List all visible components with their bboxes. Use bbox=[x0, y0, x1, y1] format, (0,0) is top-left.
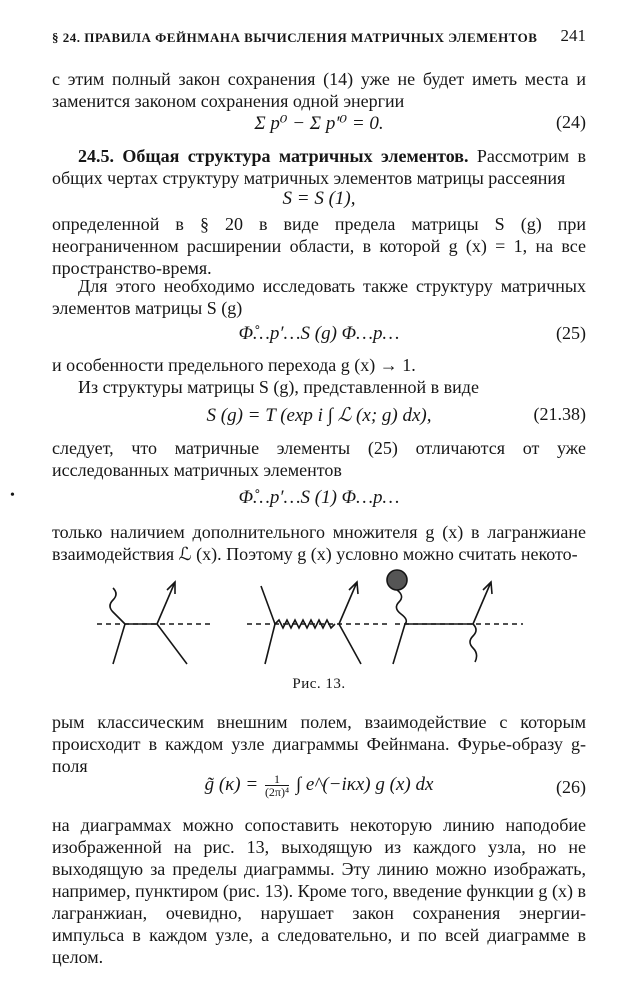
fraction-denominator: (2π)⁴ bbox=[264, 785, 290, 799]
equation-24-expression: Σ p⁰ − Σ p′⁰ = 0. bbox=[254, 113, 384, 134]
header-title: § 24. ПРАВИЛА ФЕЙНМАНА ВЫЧИСЛЕНИЯ МАТРИЧНЫХ ЭЛЕМЕНТОВ bbox=[52, 30, 538, 45]
diagram-2-leg-upright bbox=[339, 582, 357, 624]
equation-26 bbox=[52, 773, 586, 807]
equation-21-38 bbox=[52, 404, 586, 430]
paragraph-4: и особенности предельного перехода g (x) → 1. bbox=[52, 355, 416, 375]
section-text: Рассмотрим в общих чертах структуру матричных элементов матрицы рассеяния bbox=[52, 146, 586, 188]
paragraph-3: Для этого необходимо исследовать также структуру матричных элементов матрицы S (g) bbox=[52, 276, 586, 318]
diagram-2 bbox=[247, 582, 387, 664]
diagram-1-leg-left bbox=[113, 624, 125, 664]
equation-21-38-number: (21.38) bbox=[533, 404, 586, 424]
fraction-numerator: 1 bbox=[265, 773, 289, 786]
diagram-3-wavy-line bbox=[396, 590, 406, 624]
running-header bbox=[52, 26, 586, 50]
paragraph-1: с этим полный закон сохранения (14) уже не будет иметь места и заменится законом сохранения одной энергии bbox=[52, 69, 586, 111]
equation-26-fraction bbox=[265, 773, 289, 798]
external-field-blob bbox=[387, 570, 407, 590]
paragraph-7: только наличием дополнительного множителя g (x) в лагранжиане взаимодействия ℒ (x). Поэтому g (x) условно можно считать некото- bbox=[52, 522, 586, 564]
diagram-2-arrow bbox=[349, 582, 358, 594]
page-number: 241 bbox=[560, 26, 586, 45]
diagram-3-arrow bbox=[483, 582, 492, 594]
diagram-3 bbox=[387, 570, 523, 664]
paragraph-2: определенной в § 20 в виде предела матрицы S (g) при неограниченном расширении области, в которой g (x) = 1, на все пространство-время. bbox=[52, 214, 586, 278]
paragraph-5: Из структуры матрицы S (g), представленной в виде bbox=[78, 377, 479, 397]
equation-21-38-expression: S (g) = T (exp i ∫ ℒ (x; g) dx), bbox=[206, 405, 432, 426]
diagram-3-lower-wavy-line bbox=[470, 624, 477, 662]
paragraph-9: на диаграммах можно сопоставить некоторую линию наподобие изображенной на рис. 13, выходящую из каждого узла, но не выходящую за пределы диаграммы. Эту линию можно изображать, например, пунктиром (рис. 13). Кроме того, введение функции g (x) в лагранжиан, очевидно, нарушает закон сохранения энергии-импульса в каждом узле, а следовательно, и по всей диаграмме в целом. bbox=[52, 815, 586, 967]
diagram-1-leg-down bbox=[157, 624, 187, 664]
equation-25-number: (25) bbox=[556, 323, 586, 343]
equation-26-number: (26) bbox=[556, 777, 586, 797]
feynman-diagrams-figure bbox=[95, 568, 525, 668]
diagram-3-leg-left bbox=[393, 624, 405, 664]
diagram-1 bbox=[97, 582, 213, 664]
section-heading: 24.5. Общая структура матричных элементов. bbox=[78, 146, 469, 166]
equation-26-expression bbox=[52, 773, 586, 798]
paragraph-6: следует, что матричные элементы (25) отличаются от уже исследованных матричных элементов bbox=[52, 438, 586, 480]
diagram-1-wavy-line bbox=[110, 588, 125, 624]
margin-dot: • bbox=[10, 488, 15, 503]
equation-24 bbox=[52, 112, 586, 138]
equation-25-expression: Φ̊…p′…S (g) Φ…p… bbox=[238, 323, 400, 344]
equation-25 bbox=[52, 323, 586, 349]
diagram-2-leg-downleft bbox=[265, 624, 275, 664]
diagram-2-leg-downright bbox=[339, 624, 361, 664]
equation-s bbox=[52, 188, 586, 214]
diagram-3-leg-up bbox=[473, 582, 491, 624]
diagram-2-leg-upleft bbox=[261, 586, 275, 624]
equation-s-expression: S = S (1), bbox=[282, 188, 356, 209]
equation-26-lhs: g̃ (κ) = bbox=[204, 773, 259, 795]
figure-caption: Рис. 13. bbox=[292, 676, 346, 692]
diagram-1-leg-up bbox=[157, 582, 175, 624]
section-24-5 bbox=[52, 145, 586, 189]
equation-phi-1-expression: Φ̊…p′…S (1) Φ…p… bbox=[238, 487, 400, 508]
equation-24-number: (24) bbox=[556, 112, 586, 132]
equation-26-rhs: ∫ e^(−iκx) g (x) dx bbox=[295, 773, 434, 795]
equation-phi-1 bbox=[52, 487, 586, 513]
paragraph-8: рым классическим внешним полем, взаимодействие с которым происходит в каждом узле диаграммы Фейнмана. Фурье-образу g-поля bbox=[52, 712, 586, 776]
